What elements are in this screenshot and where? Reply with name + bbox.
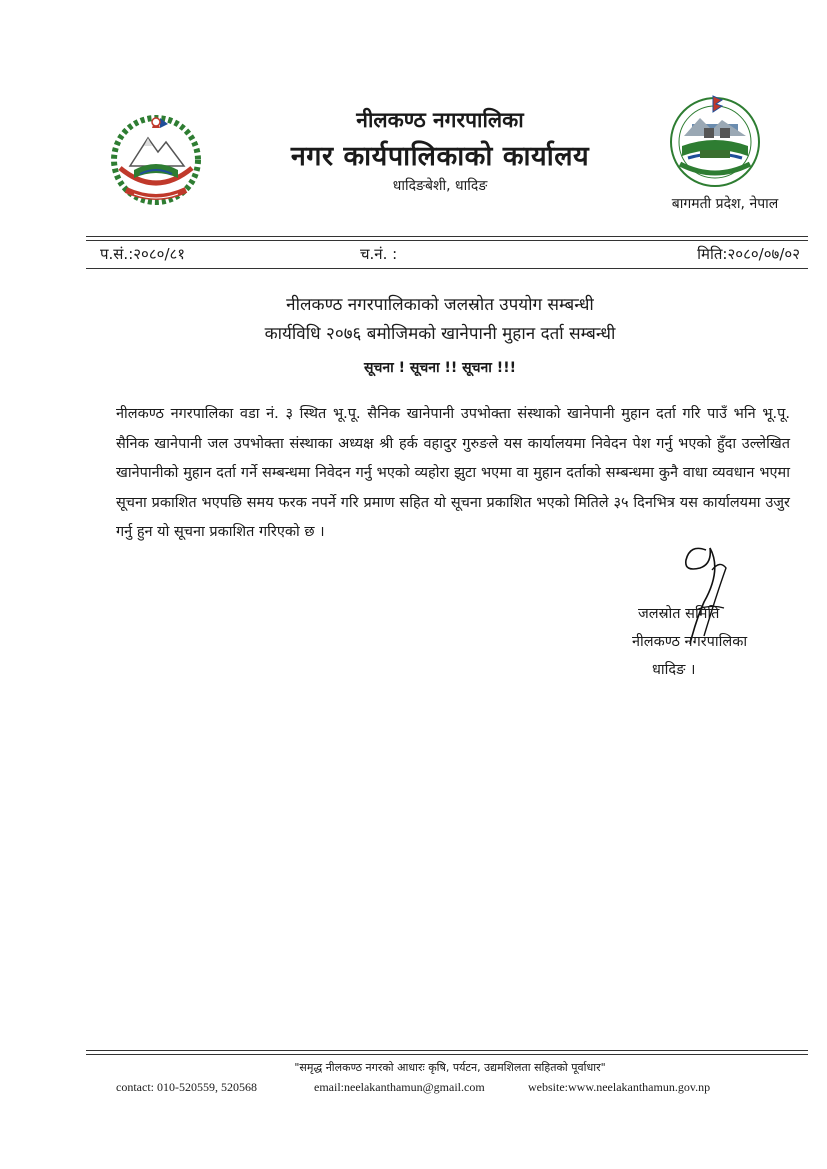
municipality-seal-icon bbox=[660, 90, 770, 190]
contact-phone: contact: 010-520559, 520568 bbox=[116, 1080, 257, 1094]
office-address: धादिङबेशी, धादिङ bbox=[392, 178, 488, 194]
signatory-district: धादिङ । bbox=[652, 662, 696, 678]
header-divider-top bbox=[86, 236, 808, 237]
subject-line-1: नीलकण्ठ नगरपालिकाको जलस्रोत उपयोग सम्बन्धी bbox=[286, 295, 594, 315]
footer-divider-bottom bbox=[86, 1054, 808, 1055]
office-name: नगर कार्यपालिकाको कार्यालय bbox=[290, 141, 590, 172]
signatory-municipality: नीलकण्ठ नगरपालिका bbox=[632, 634, 748, 650]
reference-row bbox=[100, 244, 800, 266]
municipality-name: नीलकण्ठ नगरपालिका bbox=[356, 108, 524, 132]
header-divider-bottom bbox=[86, 240, 808, 241]
letter-date: मिति:२०८०/०७/०२ bbox=[697, 245, 800, 263]
dispatch-number: च.नं. : bbox=[360, 245, 398, 263]
subject-line-2: कार्यविधि २०७६ बमोजिमको खानेपानी मुहान दर्ता सम्बन्धी bbox=[264, 324, 616, 344]
signatory-committee: जलस्रोत समिति bbox=[638, 606, 720, 622]
footer-divider-top bbox=[86, 1050, 808, 1051]
nepal-emblem-icon bbox=[100, 108, 212, 208]
subject bbox=[150, 291, 730, 349]
reference-divider bbox=[86, 268, 808, 269]
letter-number: प.सं.:२०८०/८१ bbox=[100, 245, 186, 263]
footer-slogan: "समृद्ध नीलकण्ठ नगरको आधारः कृषि, पर्यटन, उद्यमशिलता सहितको पूर्वाधार" bbox=[294, 1061, 606, 1074]
contact-email[interactable]: email:neelakanthamun@gmail.com bbox=[314, 1080, 485, 1094]
contact-website[interactable]: website:www.neelakanthamun.gov.np bbox=[528, 1080, 711, 1094]
body-paragraph: नीलकण्ठ नगरपालिका वडा नं. ३ स्थित भू.पू. सैनिक खानेपानी उपभोक्ता संस्थाको खानेपानी मुहान दर्ता गरि पाउँ भनि भू.पू. सैनिक खानेपानी जल उपभोक्ता संस्थाका अध्यक्ष श्री हर्क वहादुर गुरुङले यस कार्यालयमा निवेदन पेश गर्नु भएको हुँदा उल्लेखित खानेपानीको मुहान दर्ता गर्ने सम्बन्धमा निवेदन गर्नु भएको व्यहोरा झुटा भएमा वा मुहान दर्ताको सम्बन्धमा कुनै वाधा व्यवधान भएमा सूचना प्रकाशित भएपछि समय फरक नपर्ने गरि प्रमाण सहित यो सूचना प्रकाशित भएको मितिले ३५ दिनभित्र यस कार्यालयमा उजुर गर्नु हुन यो सूचना प्रकाशित गरिएको छ । bbox=[116, 406, 790, 540]
province-name: बागमती प्रदेश, नेपाल bbox=[671, 196, 779, 212]
notice-heading: सूचना ! सूचना !! सूचना !!! bbox=[364, 360, 516, 376]
